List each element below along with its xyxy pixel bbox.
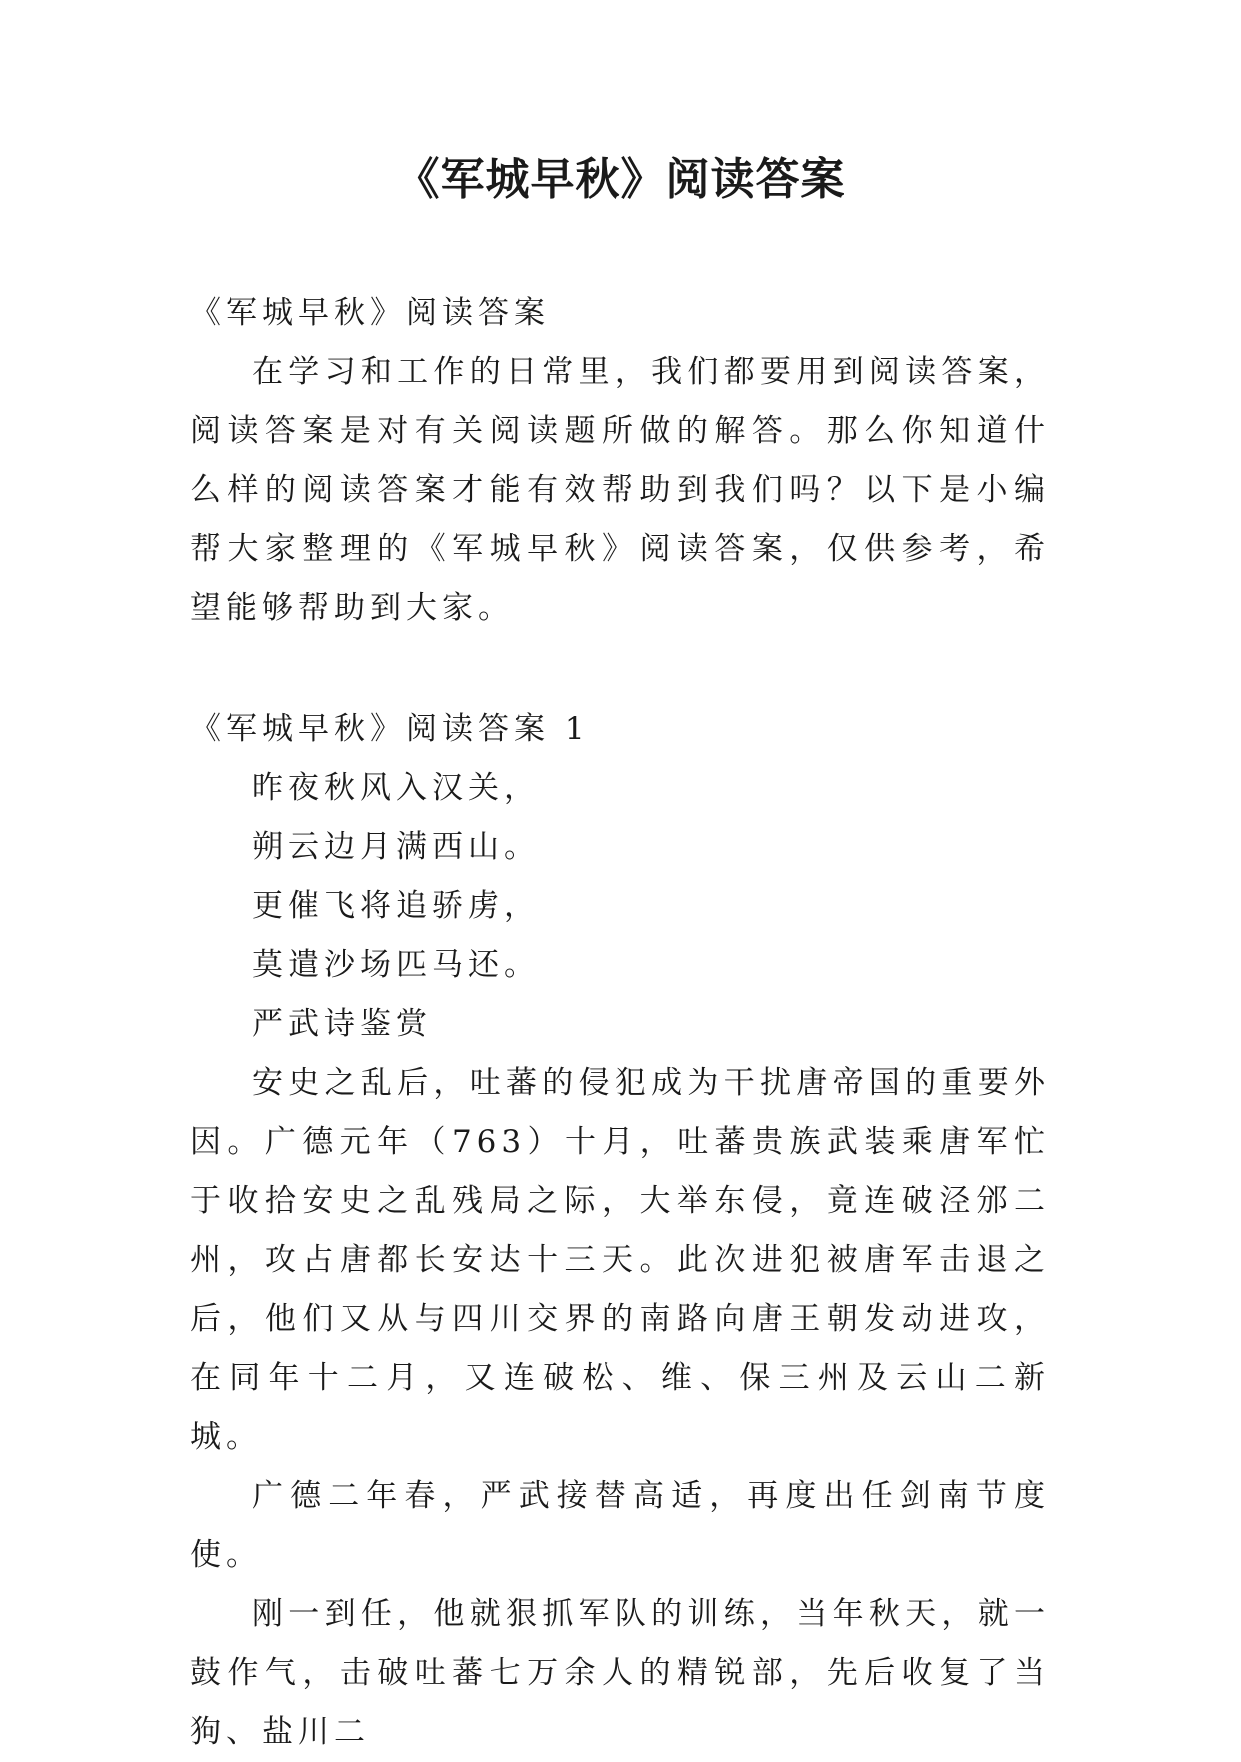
poem-line: 昨夜秋风入汉关， <box>252 770 540 806</box>
body-paragraph: 广德二年春，严武接替高适，再度出任剑南节度使。 <box>190 1478 1050 1573</box>
answer-section-1 <box>190 700 1050 1762</box>
body-paragraph: 刚一到任，他就狠抓军队的训练，当年秋天，就一鼓作气，击破吐蕃七万余人的精锐部，先后收复了当狗、盐川二 <box>190 1596 1050 1750</box>
section-heading: 《军城早秋》阅读答案 1 <box>190 711 590 747</box>
intro-heading: 《军城早秋》阅读答案 <box>190 295 550 331</box>
poem-line: 朔云边月满西山。 <box>252 829 540 865</box>
intro-section <box>190 284 1050 638</box>
body-paragraph: 安史之乱后，吐蕃的侵犯成为干扰唐帝国的重要外因。广德元年（763）十月，吐蕃贵族武装乘唐军忙于收拾安史之乱残局之际，大举东侵，竟连破泾邠二州，攻占唐都长安达十三天。此次进犯被唐军击退之后，他们又从与四川交界的南路向唐王朝发动进攻，在同年十二月，又连破松、维、保三州及云山二新城。 <box>190 1065 1050 1455</box>
poem-line: 更催飞将追骄虏， <box>252 888 540 924</box>
document-title: 《军城早秋》阅读答案 <box>395 154 846 205</box>
poem-subtitle: 严武诗鉴赏 <box>252 1006 432 1042</box>
poem-line: 莫遣沙场匹马还。 <box>252 947 540 983</box>
intro-paragraph: 在学习和工作的日常里，我们都要用到阅读答案，阅读答案是对有关阅读题所做的解答。那么你知道什么样的阅读答案才能有效帮助到我们吗？以下是小编帮大家整理的《军城早秋》阅读答案，仅供参考，希望能够帮助到大家。 <box>190 354 1050 626</box>
